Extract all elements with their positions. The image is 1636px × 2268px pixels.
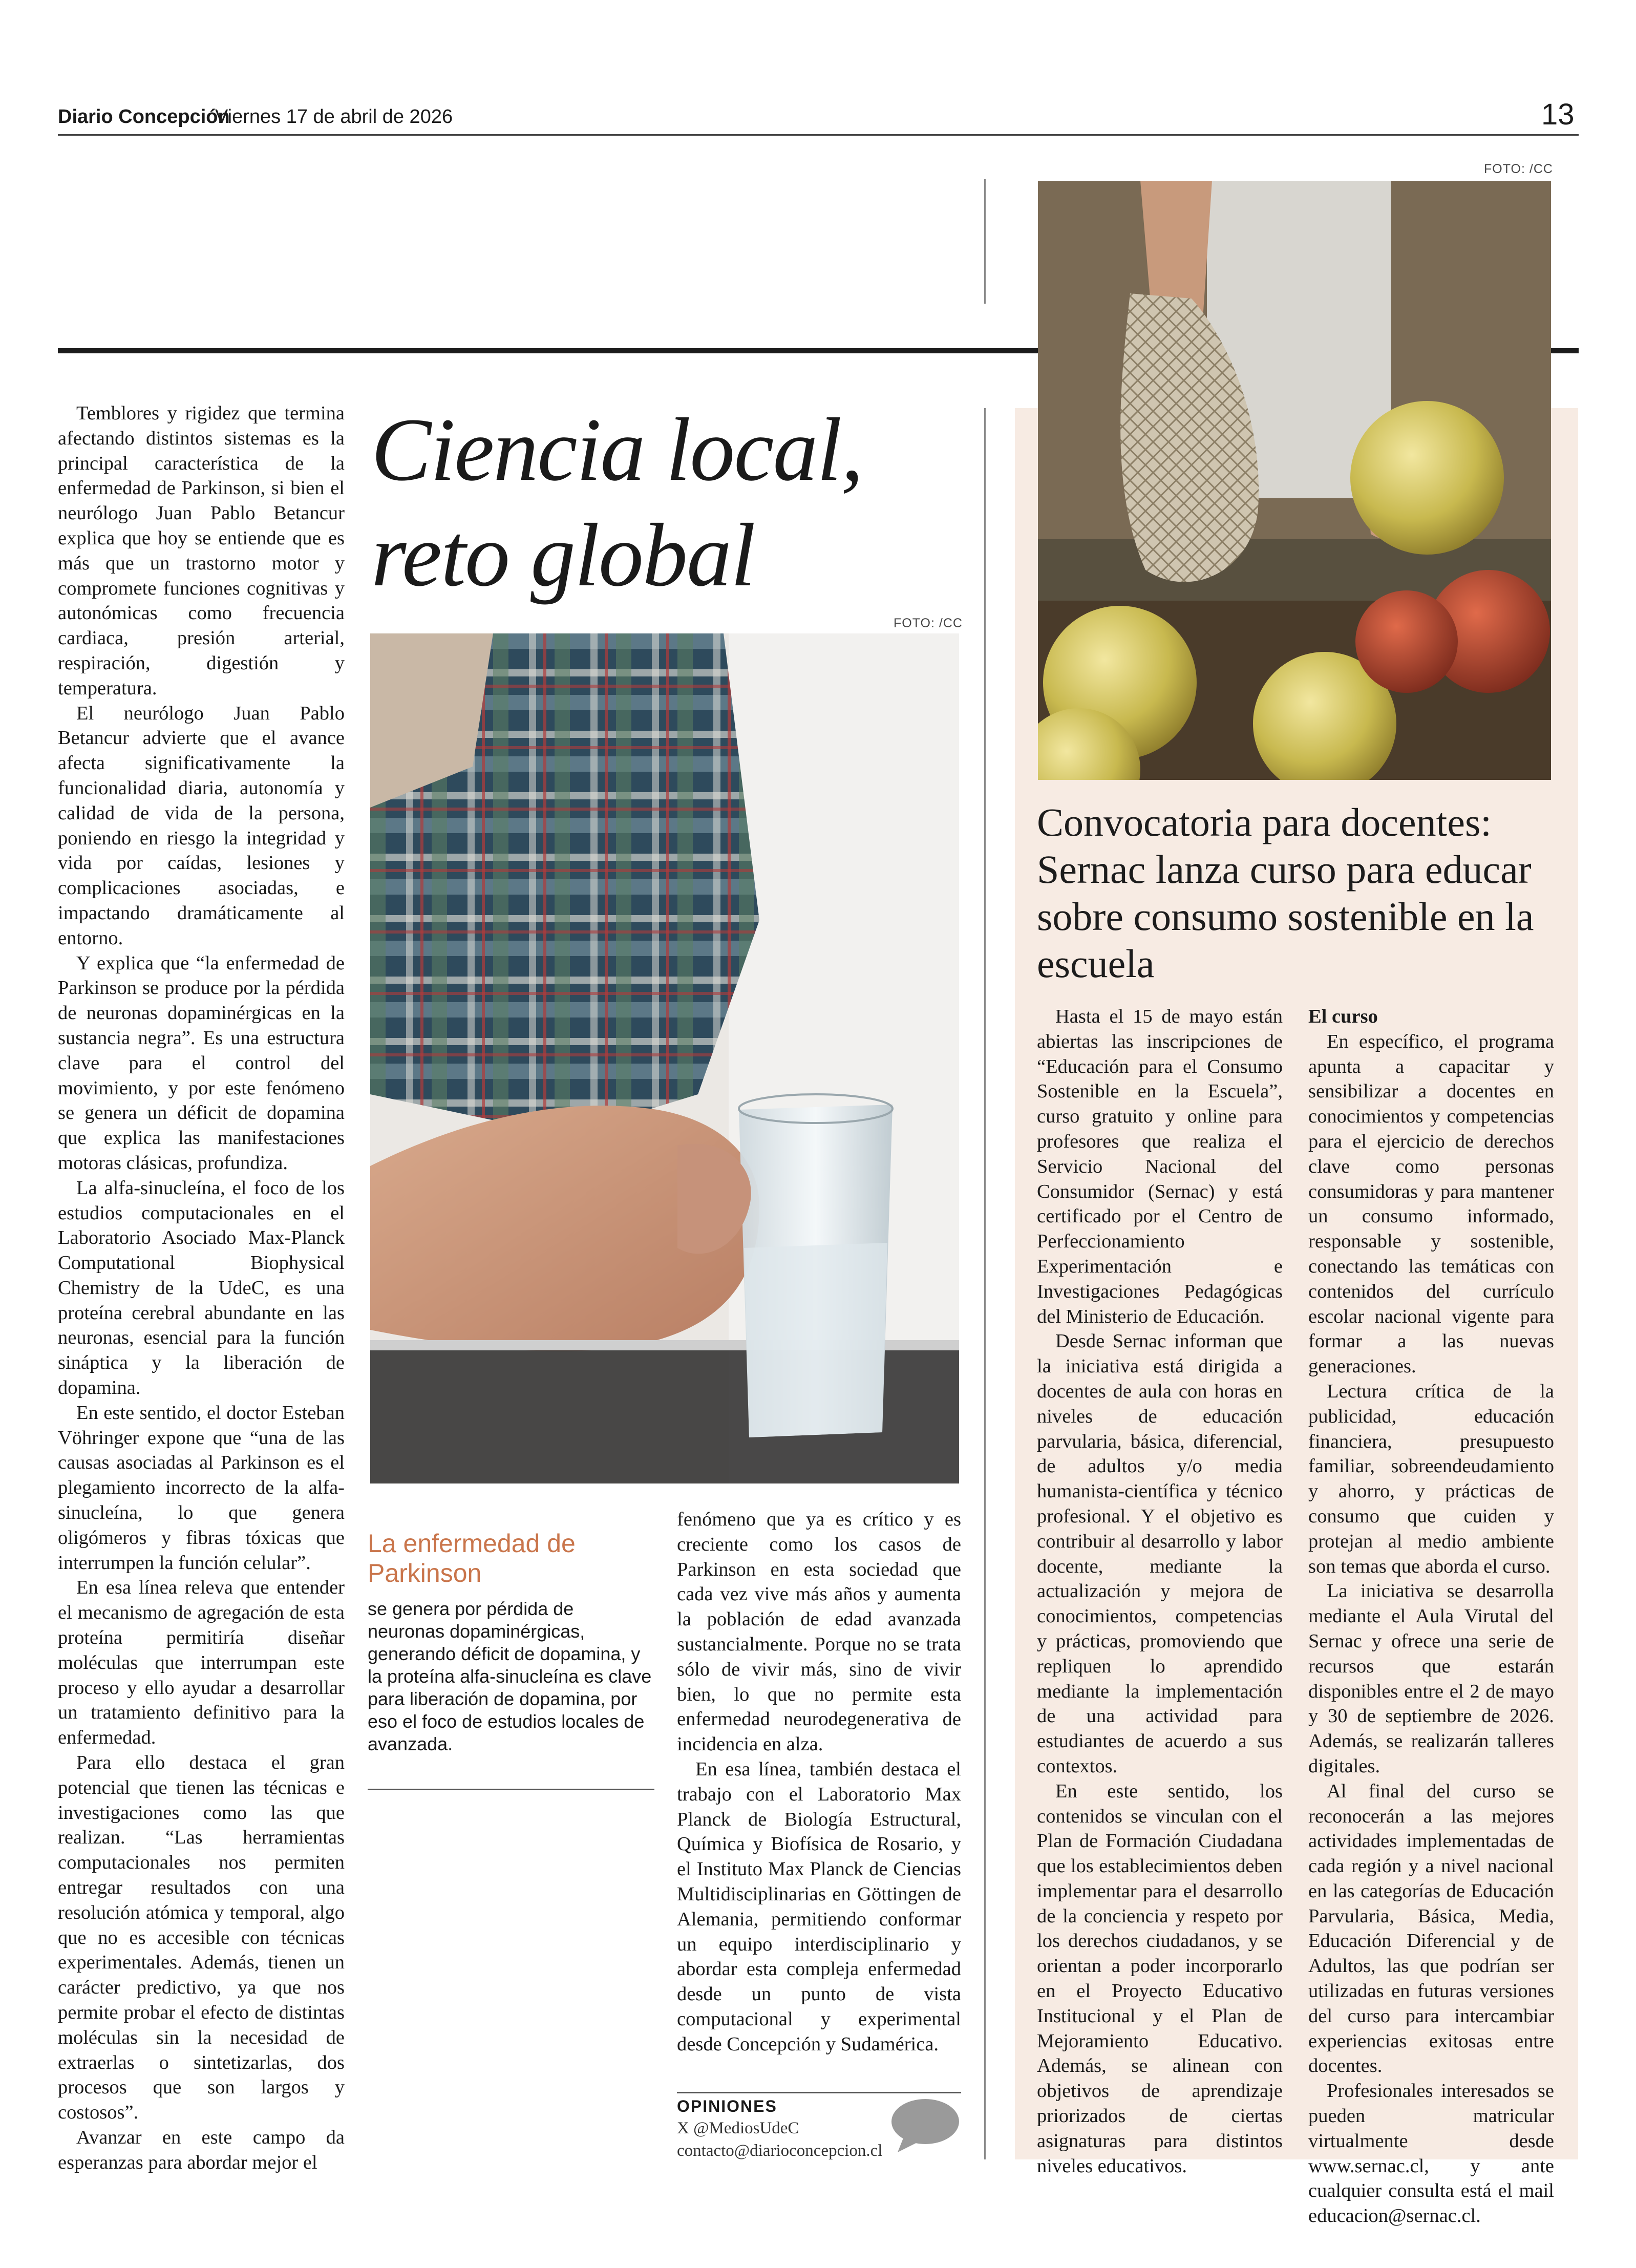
article-photo-hand-glass [370,633,959,1483]
paragraph: En esa línea releva que entender el mecanismo de agregación de esta proteína permitiría diseñar moléculas que interrumpan este proceso y ello ayudar a desarrollar un tratamiento definitivo para la enfermedad. [58,1577,345,1749]
article-column-2 [677,1507,961,2057]
paragraph: Desde Sernac informan que la iniciativa está dirigida a docentes de aula con horas en niveles de educación parvularia, básica, diferencial, de adultos y/o media humanista-científica y técnico profesional. Y el objetivo es contribuir al desarrollo y labor docente, mediante la actualización y mejora de conocimientos, competencias y prácticas, promoviendo que repliquen lo aprendido mediante la implementación de una actividad para estudiantes de acuerdo a sus contextos. [1037,1330,1283,1777]
sidebar-column-1 [1037,1004,1283,2178]
subheading: El curso [1308,1006,1378,1027]
caption-title: La enfermedad de Parkinson [368,1529,576,1587]
paragraph: Avanzar en este campo da esperanzas para abordar mejor el [58,2126,345,2173]
paragraph: fenómeno que ya es crítico y es creciente como los casos de Parkinson en esta sociedad que cada vez vive más años y aumenta la población de edad avanzada sustancialmente. Porque no se trata sólo de vivir más, sino de vivir bien, lo que no permite esta enfermedad neurodegenerativa de incidencia en alza. [677,1509,961,1755]
paragraph: La iniciativa se desarrolla mediante el Aula Virutal del Sernac y ofrece una serie de recursos que estarán disponibles entre el 2 de mayo y 30 de septiembre de 2026. Además, se realizarán talleres digitales. [1308,1580,1554,1777]
article-column-1 [58,401,345,2175]
publication-name: Diario Concepción [58,106,230,128]
header-rule [58,134,1579,136]
sidebar-headline: Convocatoria para docentes: Sernac lanza curso para educar sobre consumo sostenible en la escuela [1037,800,1534,986]
paragraph: La alfa-sinucleína, el foco de los estudios computacionales en el Laboratorio Asociado Max-Planck Computational Biophysical Chemistry de la UdeC, es una proteína cerebral abundante en las neuronas, esencial para la función sináptica y la liberación de dopamina. [58,1177,345,1399]
page-number: 13 [1541,98,1575,131]
photo-credit: FOTO: /CC [894,616,963,630]
caption-text: se genera por pérdida de neuronas dopaminérgicas, generando déficit de dopamina, y la proteína alfa-sinucleína es clave para liberación de dopamina, por eso el foco de estudios locales de avanzada. [368,1598,652,1754]
opinions-email[interactable]: contacto@diarioconcepcion.cl [677,2142,883,2160]
opinions-rule [677,2092,961,2093]
section-rule-left [58,348,1038,353]
paragraph: El neurólogo Juan Pablo Betancur advierte que el avance afecta significativamente la funcionalidad diaria, autonomía y calidad de vida de la persona, poniendo en riesgo la integridad y vida por caídas, lesiones y complicaciones asociadas, e impactando dramáticamente al entorno. [58,702,345,949]
paragraph: Temblores y rigidez que termina afectando distintos sistemas es la principal característica de la enfermedad de Parkinson, si bien el neurólogo Juan Pablo Betancur explica que hoy se entiende que es más que un trastorno motor y compromete funciones cognitivas y autonómicas como frecuencia cardiaca, presión arterial, respiración, digestión y temperatura. [58,402,345,699]
speech-bubble-icon [888,2097,960,2156]
headline-line-2: reto global [371,505,755,605]
section-rule-right [1551,348,1579,353]
article-headline [371,397,934,608]
paragraph: En específico, el programa apunta a capacitar y sensibilizar a docentes en conocimientos y competencias para el ejercicio de derechos clave como personas consumidoras y para mantener un consumo informado, responsable y sostenible, conectando las temáticas con contenidos del currículo escolar nacional vigente para formar a las nuevas generaciones. [1308,1030,1554,1377]
column-divider-top [984,179,986,304]
issue-date: Viernes 17 de abril de 2026 [215,106,453,128]
paragraph: Para ello destaca el gran potencial que tienen las técnicas e investigaciones como las que realizan. “Las herramientas computacionales nos permiten entregar resultados con una resolución atómica y temporal, algo que no es accesible con técnicas experimentales. Además, tienen un carácter predictivo, ya que nos permite probar el efecto de distintas moléculas sin la necesidad de extraerlas o sintetizarlas, dos procesos que son largos y costosos”. [58,1752,345,2124]
paragraph: Profesionales interesados se pueden matricular virtualmente desde www.sernac.cl, y ante cualquier consulta está el mail educacion@sernac.cl. [1308,2080,1554,2227]
paragraph: Y explica que “la enfermedad de Parkinson se produce por la pérdida de neuronas dopaminérgicas en la sustancia negra”. Es una estructura clave para el control del movimiento, y por este fenómeno se genera un déficit de dopamina que explica las manifestaciones motoras clásicas, profundiza. [58,952,345,1174]
paragraph: Lectura crítica de la publicidad, educación financiera, presupuesto familiar, sobreendeudamiento y ahorro, y prácticas de consumo que cuiden y protejan al medio ambiente son temas que aborda el curso. [1308,1380,1554,1577]
paragraph: Hasta el 15 de mayo están abiertas las inscripciones de “Educación para el Consumo Sostenible en la Escuela”, curso gratuito y online para profesores que realiza el Servicio Nacional del Consumidor (Sernac) y está certificado por el Centro de Perfeccionamiento Experimentación e Investigaciones Pedagógicas del Ministerio de Educación. [1037,1006,1283,1327]
paragraph: En esa línea, también destaca el trabajo con el Laboratorio Max Planck de Biología Estructural, Química y Biofísica de Rosario, y el Instituto Max Planck de Ciencias Multidisciplinarias en Göttingen de Alemania, permitiendo conformar un equipo interdisciplinario y abordar esta compleja enfermedad desde un punto de vista computacional y experimental desde Concepción y Sudamérica. [677,1758,961,2055]
column-divider [984,408,986,2159]
sidebar-column-2 [1308,1004,1554,2229]
opinions-label: OPINIONES [677,2097,777,2115]
photo-illustration [1038,181,1551,780]
opinions-social-handle[interactable]: X @MediosUdeC [677,2119,799,2137]
photo-illustration [370,633,959,1483]
photo-credit: FOTO: /CC [1484,162,1553,176]
caption-rule [368,1789,654,1790]
paragraph: En este sentido, los contenidos se vinculan con el Plan de Formación Ciudadana que los establecimientos deben implementar para el desarrollo de la conciencia y respeto por los derechos ciudadanos, y se orientan a poder incorporarlo en el Proyecto Educativo Institucional y el Plan de Mejoramiento Educativo. Además, se alinean con objetivos de aprendizaje priorizados de ciertas asignaturas para distintos niveles educativos. [1037,1780,1283,2177]
paragraph: En este sentido, el doctor Esteban Vöhringer expone que “una de las causas asociadas al Parkinson es el plegamiento incorrecto de la alfa-sinucleína, lo que genera oligómeros y fibras tóxicas que interrumpen la función celular”. [58,1402,345,1574]
headline-line-1: Ciencia local, [371,400,863,500]
article-photo-apples [1038,181,1551,780]
paragraph: Al final del curso se reconocerán a las mejores actividades implementadas de cada región y a nivel nacional en las categorías de Educación Parvularia, Básica, Media, Educación Diferencial y de Adultos, las que podrían ser utilizadas en futuras versiones del curso para intercambiar experiencias exitosas entre docentes. [1308,1780,1554,2077]
